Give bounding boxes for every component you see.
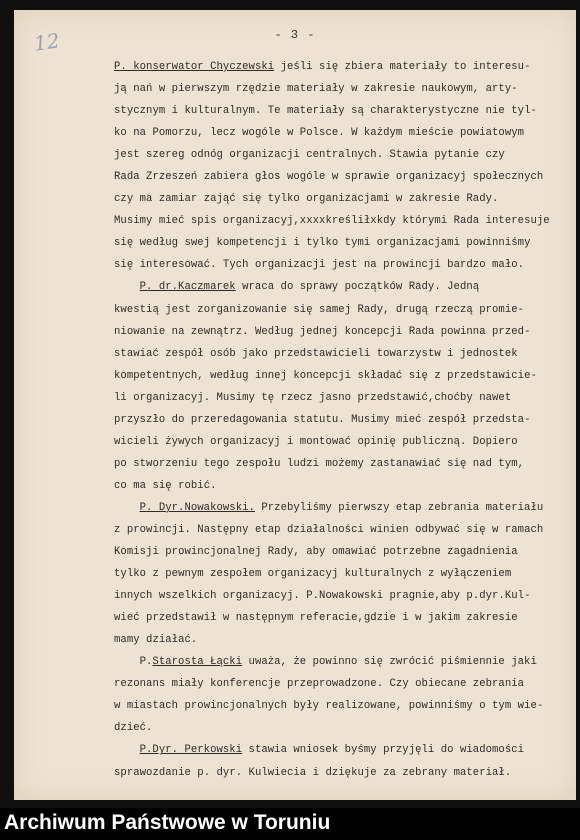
text-line [114,232,574,254]
line-text: Musimy mieć spis organizacyj,xxxxkreśliłxkdy którymi Rada interesuje [114,215,550,228]
text-line [114,431,574,453]
document-page [14,10,576,800]
line-text: się według swej kompetencji i tylko tymi organizacjami powinniśmy [114,237,531,250]
text-line [114,585,574,607]
speaker-name: P.Dyr. Perkowski [139,744,243,757]
text-line [114,78,574,100]
text-line [114,365,574,387]
line-text: mamy działać. [114,634,198,647]
line-text: po stworzeniu tego zespołu ludzi możemy zastanawiać się nad tym, [114,457,525,470]
line-text: uważa, że powinno się zwrócić piśmiennie jaki [242,656,537,669]
text-line [114,343,574,365]
line-text: kompetentnych, według innej koncepcji składać się z przedstawicie- [114,369,537,382]
text-line [114,387,574,409]
handwritten-page-number: 12 [32,28,61,56]
line-text: ją nań w pierwszym rzędzie materiały w zakresie naukowym, arty- [114,83,518,96]
text-line [114,695,574,717]
text-line [114,453,574,475]
line-text: się interesować. Tych organizacji jest na prowincji bardzo mało. [114,259,525,272]
text-line [114,321,574,343]
line-prefix: P. [139,656,153,669]
text-line [114,673,574,695]
line-text: kwestią jest zorganizowanie się samej Rady, drugą rzeczą promie- [114,303,525,316]
archive-name: Archiwum Państwowe w Toruniu [4,811,331,834]
line-text: rezonans miały konferencje przeprowadzone. Czy obiecane zebrania [114,678,525,691]
text-line [114,166,574,188]
text-line [114,762,574,784]
text-line [114,409,574,431]
line-text: wraca do sprawy początków Rady. Jedną [235,281,480,294]
line-text: Przebyliśmy pierwszy etap zebrania materiału [254,501,544,514]
text-line [114,276,574,298]
text-line [114,651,574,673]
speaker-name: P. dr.Kaczmarek [139,281,236,294]
speaker-name: P. Dyr.Nowakowski. [139,501,255,514]
line-text: niowanie na zewnątrz. Według jednej koncepcji Rada powinna przed- [114,325,531,338]
line-text: czy ma zamiar zająć się tylko organizacjami w zakresie Rady. [114,193,499,206]
line-text: dzieć. [114,722,153,735]
archive-footer [0,808,580,840]
line-text: Rada Zrzeszeń zabiera głos wogóle w sprawie organizacyj społecznych [114,171,544,184]
text-line [114,100,574,122]
text-line [114,497,574,519]
text-line [114,254,574,276]
line-text: Komisji prowincjonalnej Rady, aby omawiać potrzebne zagadnienia [114,546,518,559]
line-text: jeśli się zbiera materiały to interesu- [274,61,531,73]
text-line [114,299,574,321]
text-line [114,541,574,563]
line-text: jest szereg odnóg organizacji centralnych. Stawia pytanie czy [114,149,505,162]
text-line [114,739,574,761]
text-line [114,475,574,497]
line-text: li organizacyj. Musimy tę rzecz jasno przedstawić,choćby nawet [114,391,512,404]
text-line [114,210,574,232]
text-line [114,144,574,166]
text-line [114,56,574,78]
document-text [114,56,574,784]
line-text: stycznym i kulturalnym. Te materiały są charakterystyczne nie tyl- [114,105,537,118]
text-line [114,122,574,144]
text-line [114,519,574,541]
line-text: stawiać zespół osób jako przedstawicieli towarzystw i jednostek [114,347,518,360]
text-line [114,607,574,629]
speaker-name: Starosta Łącki [152,656,243,669]
line-text: ko na Pomorzu, lecz wogóle w Polsce. W każdym mieście powiatowym [114,127,525,140]
line-text: wieć przedstawił w następnym referacie,gdzie i w jakim zakresie [114,612,518,625]
line-text: co ma się robić. [114,479,217,492]
text-line [114,563,574,585]
page-number: - 3 - [274,28,316,42]
text-line [114,629,574,651]
text-line [114,188,574,210]
text-line [114,717,574,739]
line-text: wicieli żywych organizacyj i montować opinię publiczną. Dopiero [114,435,518,448]
line-text: tylko z pewnym zespołem organizacyj kulturalnych z wyłączeniem [114,568,512,581]
line-text: z prowincji. Następny etap działalności winien odbywać się w ramach [114,523,544,536]
line-text: przyszło do przeredagowania statutu. Musimy mieć zespół przedsta- [114,413,531,426]
line-text: innych wszelkich organizacyj. P.Nowakowski pragnie,aby p.dyr.Kul- [114,590,531,603]
speaker-name: P. konserwator Chyczewski [114,61,275,73]
line-text: w miastach prowincjonalnych były realizowane, powinniśmy o tym wie- [114,700,544,713]
line-text: stawia wniosek byśmy przyjęli do wiadomości [242,744,525,757]
line-text: sprawozdanie p. dyr. Kulwiecia i dziękuje za zebrany materiał. [114,766,512,779]
